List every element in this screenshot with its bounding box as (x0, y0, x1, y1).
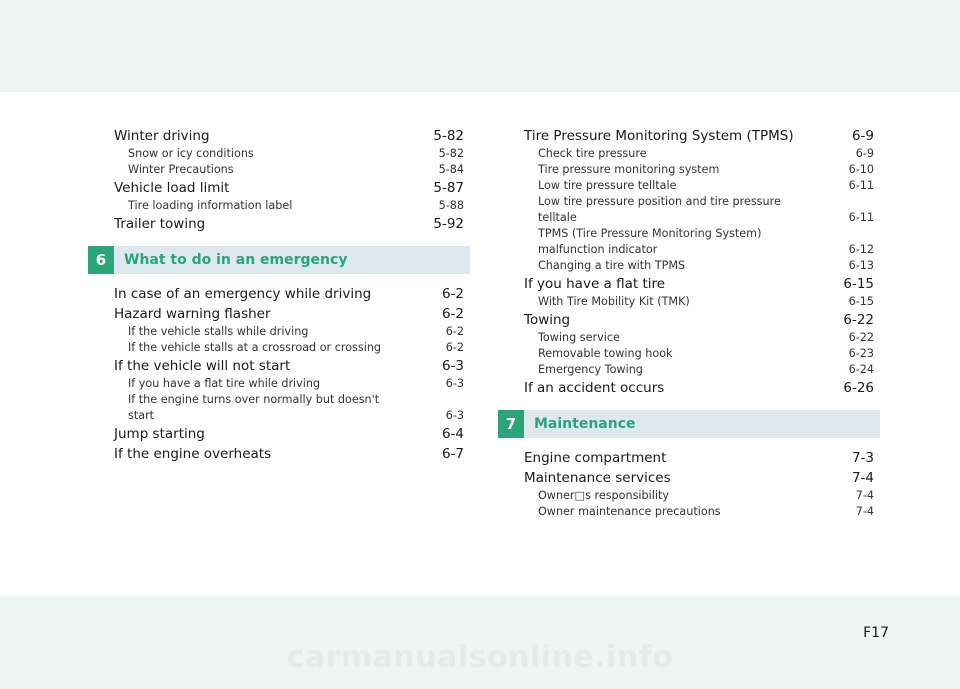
toc-entry-title: In case of an emergency while driving (114, 286, 372, 302)
toc-entry-title: Hazard warning flasher (114, 306, 271, 322)
toc-entry-page: 5-82 (438, 147, 464, 160)
toc-entry-title: If an accident occurs (524, 380, 665, 396)
toc-entry-page: 6-10 (848, 163, 874, 176)
toc-entry-row (524, 330, 874, 346)
toc-entry-title: Winter driving (114, 128, 210, 144)
toc-entry-row (524, 504, 874, 520)
toc-entry[interactable] (114, 284, 464, 304)
toc-entry-title: TPMS (Tire Pressure Monitoring System) (538, 227, 762, 240)
toc-entry-row (524, 294, 874, 310)
chapter-heading-6[interactable] (95, 246, 464, 274)
toc-entry-page: 6-11 (848, 211, 874, 224)
toc-entry-page: 6-11 (848, 179, 874, 192)
toc-entry[interactable] (114, 126, 464, 146)
toc-entry-row (114, 146, 464, 162)
toc-entry-page: 6-22 (848, 331, 874, 344)
toc-entry-row (114, 408, 464, 424)
toc-entry-title: Winter Precautions (128, 163, 234, 176)
toc-entry[interactable] (524, 448, 874, 468)
toc-column-right (505, 126, 874, 520)
toc-entry-title: Towing service (538, 331, 620, 344)
toc-entry[interactable] (524, 362, 874, 378)
toc-entry-row (114, 424, 464, 444)
toc-entry[interactable] (524, 162, 874, 178)
toc-entry-row (524, 274, 874, 294)
toc-entry-page: 6-3 (441, 358, 464, 374)
chapter-number-badge: 6 (88, 246, 114, 274)
toc-right-chapter-group (524, 448, 874, 520)
toc-entry-title-continued: telltale (538, 211, 577, 224)
toc-entry-page: 6-24 (848, 363, 874, 376)
toc-entry[interactable] (114, 146, 464, 162)
toc-entry[interactable] (524, 194, 874, 226)
toc-entry-title: With Tire Mobility Kit (TMK) (538, 295, 690, 308)
toc-entry[interactable] (114, 392, 464, 424)
chapter-number-badge: 7 (498, 410, 524, 438)
chapter-title: What to do in an emergency (114, 246, 470, 274)
toc-entry-row (114, 178, 464, 198)
toc-entry-row (114, 126, 464, 146)
toc-entry-title: Tire loading information label (128, 199, 293, 212)
toc-entry[interactable] (524, 146, 874, 162)
toc-entry[interactable] (114, 198, 464, 214)
toc-entry-row (524, 126, 874, 146)
toc-entry[interactable] (114, 376, 464, 392)
toc-entry-title: Maintenance services (524, 470, 671, 486)
toc-entry[interactable] (524, 488, 874, 504)
toc-entry-page: 6-23 (848, 347, 874, 360)
toc-entry-row (114, 304, 464, 324)
toc-entry-row (524, 242, 874, 258)
toc-entry[interactable] (524, 126, 874, 146)
toc-entry[interactable] (524, 294, 874, 310)
toc-entry-row (524, 378, 874, 398)
toc-entry[interactable] (524, 346, 874, 362)
toc-entry-title: Check tire pressure (538, 147, 647, 160)
toc-entry-title: Low tire pressure position and tire pressure (538, 195, 781, 208)
header-band (0, 0, 960, 92)
toc-entry-title: Trailer towing (114, 216, 206, 232)
toc-entry-page: 6-2 (441, 306, 464, 322)
toc-entry-row (524, 258, 874, 274)
toc-entry-page: 6-4 (441, 426, 464, 442)
toc-entry[interactable] (114, 424, 464, 444)
toc-entry-row (114, 356, 464, 376)
toc-entry-page: 5-87 (433, 180, 464, 196)
toc-entry-row (524, 488, 874, 504)
toc-entry-page: 6-9 (851, 128, 874, 144)
toc-entry-title: Tire pressure monitoring system (538, 163, 720, 176)
toc-entry-title: Changing a tire with TPMS (538, 259, 686, 272)
toc-entry[interactable] (114, 214, 464, 234)
toc-entry-row (114, 214, 464, 234)
toc-column-left (95, 126, 464, 464)
watermark-text: carmanualsonline.info (286, 640, 674, 675)
toc-entry-page: 6-7 (441, 446, 464, 462)
toc-entry[interactable] (114, 444, 464, 464)
toc-entry-row (114, 284, 464, 304)
toc-entry-title: Snow or icy conditions (128, 147, 254, 160)
toc-entry-page: 6-2 (441, 286, 464, 302)
toc-entry-row (114, 198, 464, 214)
toc-entry-title: Tire Pressure Monitoring System (TPMS) (524, 128, 794, 144)
toc-entry-page: 6-15 (843, 276, 874, 292)
toc-entry[interactable] (524, 274, 874, 294)
toc-entry-page: 7-4 (855, 505, 874, 518)
toc-entry-title: Jump starting (114, 426, 205, 442)
toc-entry-row (524, 448, 874, 468)
toc-entry[interactable] (524, 330, 874, 346)
toc-entry-page: 6-2 (445, 325, 464, 338)
toc-entry-title: Engine compartment (524, 450, 667, 466)
toc-entry-page: 6-2 (445, 341, 464, 354)
toc-entry-title: Towing (524, 312, 571, 328)
toc-entry-row (524, 178, 874, 194)
toc-entry[interactable] (114, 162, 464, 178)
toc-entry-page: 5-84 (438, 163, 464, 176)
toc-left-top-group (114, 126, 464, 234)
toc-entry[interactable] (114, 324, 464, 340)
toc-entry-title: Emergency Towing (538, 363, 643, 376)
toc-entry-page: 6-13 (848, 259, 874, 272)
toc-entry-title: Owner maintenance precautions (538, 505, 721, 518)
toc-entry-page: 6-9 (855, 147, 874, 160)
toc-entry-title: If you have a flat tire (524, 276, 666, 292)
toc-entry-row (524, 310, 874, 330)
toc-entry-title: Low tire pressure telltale (538, 179, 677, 192)
toc-entry-row (114, 162, 464, 178)
toc-entry-row (114, 340, 464, 356)
toc-entry-row (524, 362, 874, 378)
toc-entry-page: 7-3 (851, 450, 874, 466)
chapter-title: Maintenance (524, 410, 880, 438)
toc-entry-row (524, 162, 874, 178)
toc-entry-page: 6-15 (848, 295, 874, 308)
toc-entry-page: 5-92 (433, 216, 464, 232)
toc-entry-title: If the engine turns over normally but doesn't (128, 393, 380, 406)
toc-entry[interactable] (524, 258, 874, 274)
toc-entry[interactable] (114, 340, 464, 356)
toc-entry[interactable] (524, 178, 874, 194)
toc-entry[interactable] (524, 226, 874, 258)
toc-entry-title: Owner□s responsibility (538, 489, 669, 502)
toc-entry-title-continued: malfunction indicator (538, 243, 658, 256)
page-number: F17 (863, 625, 889, 641)
toc-entry-row (524, 146, 874, 162)
toc-entry-row (114, 444, 464, 464)
toc-entry[interactable] (524, 310, 874, 330)
toc-entry-page: 6-12 (848, 243, 874, 256)
toc-entry[interactable] (524, 504, 874, 520)
toc-entry-title: Removable towing hook (538, 347, 673, 360)
toc-entry-title-continued: start (128, 409, 155, 422)
toc-entry[interactable] (114, 304, 464, 324)
toc-entry-page: 7-4 (851, 470, 874, 486)
toc-entry-title: If the vehicle stalls while driving (128, 325, 309, 338)
toc-entry[interactable] (524, 378, 874, 398)
toc-entry-title: If the vehicle stalls at a crossroad or crossing (128, 341, 382, 354)
toc-entry-title: If the engine overheats (114, 446, 272, 462)
toc-entry-row (524, 210, 874, 226)
toc-entry-title: If the vehicle will not start (114, 358, 291, 374)
toc-right-top-group (524, 126, 874, 398)
toc-entry-title: Vehicle load limit (114, 180, 230, 196)
toc-left-chapter-group (114, 284, 464, 464)
toc-entry-page: 6-26 (843, 380, 874, 396)
toc-entry-title: If you have a flat tire while driving (128, 377, 321, 390)
toc-entry-page: 6-3 (445, 409, 464, 422)
toc-entry-row (114, 324, 464, 340)
toc-entry[interactable] (114, 178, 464, 198)
toc-entry-page: 6-3 (445, 377, 464, 390)
toc-entry-page: 7-4 (855, 489, 874, 502)
toc-entry[interactable] (114, 356, 464, 376)
toc-entry[interactable] (524, 468, 874, 488)
toc-entry-page: 5-88 (438, 199, 464, 212)
toc-entry-page: 6-22 (843, 312, 874, 328)
toc-entry-row (114, 376, 464, 392)
chapter-heading-7[interactable] (505, 410, 874, 438)
toc-entry-row (524, 468, 874, 488)
toc-entry-row (524, 346, 874, 362)
toc-entry-page: 5-82 (433, 128, 464, 144)
